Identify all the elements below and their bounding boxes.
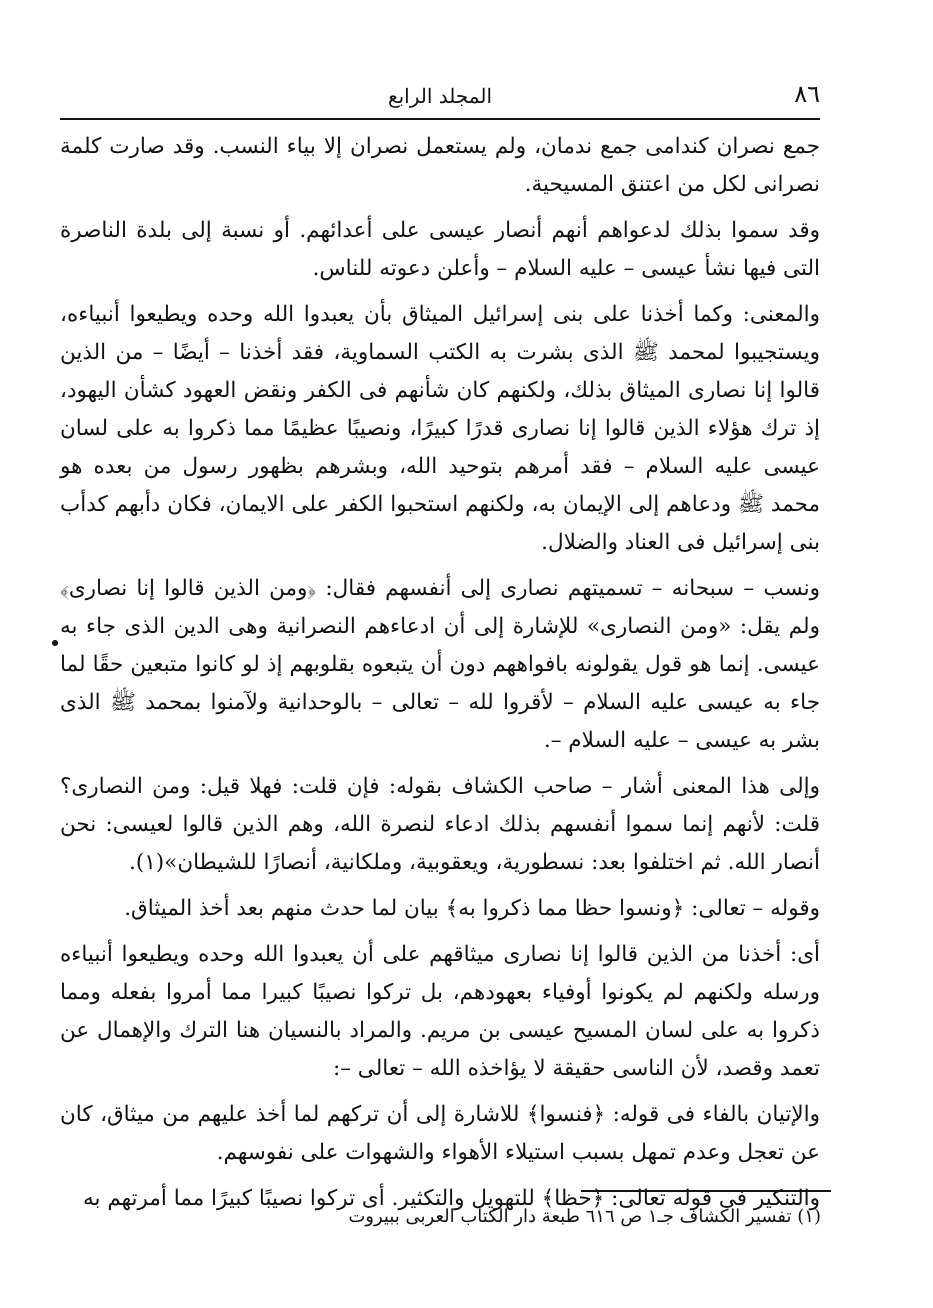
paragraph: والتنكير فى قوله تعالى: ﴿حظا﴾ للتهويل والتكثير. أى تركوا نصيبًا كبيرًا مما أمرتهم به — [82, 1186, 820, 1211]
page-number: ٨٦ — [794, 80, 820, 108]
margin-mark — [52, 640, 58, 646]
body-text — [60, 128, 820, 1226]
paragraph: وقوله – تعالى: ﴿ونسوا حظا مما ذكروا به﴾ بيان لما حدث منهم بعد أخذ الميثاق. — [124, 896, 820, 921]
page-header — [60, 78, 820, 120]
paragraph: وقد سموا بذلك لدعواهم أنهم أنصار عيسى على أعدائهم. أو نسبة إلى بلدة الناصرة التى فيها نشأ عيسى – عليه السلام – وأعلن دعوته للناس. — [60, 218, 820, 281]
running-title: المجلد الرابع — [387, 84, 493, 108]
paragraph: والمعنى: وكما أخذنا على بنى إسرائيل الميثاق بأن يعبدوا الله وحده ويطيعوا أنبياءه، ويستجيبوا لمحمد ﷺ الذى بشرت به الكتب السماوية، فقد أخذنا – أيضًا – من الذين قالوا إنا نصارى الميثاق بذلك، ولكنهم كان شأنهم فى الكفر ونقض العهود كشأن اليهود، إذ ترك هؤلاء الذين قالوا إنا نصارى قدرًا كبيرًا، ونصيبًا عظيمًا مما ذكروا به على لسان عيسى عليه السلام – فقد أمرهم بتوحيد الله، وبشرهم بظهور رسول من بعده هو محمد ﷺ ودعاهم إلى الإيمان به، ولكنهم استحبوا الكفر على الايمان، فكان دأبهم كدأب بنى إسرائيل فى العناد والضلال. — [60, 302, 820, 555]
paragraph: جمع نصران كندامى جمع ندمان، ولم يستعمل نصران إلا بياء النسب. وقد صارت كلمة نصرانى لكل من اعتنق المسيحية. — [60, 134, 820, 197]
paragraph: أى: أخذنا من الذين قالوا إنا نصارى ميثاقهم على أن يعبدوا الله وحده ويطيعوا أنبياءه ورسله ولكنهم لم يكونوا أوفياء بعهودهم، بل تركوا نصيبًا كبيرا مما أمروا بفعله ومما ذكروا به على لسان المسيح عيسى بن مريم. والمراد بالنسيان هنا الترك والإهمال عن تعمد وقصد، لأن الناسى حقيقة لا يؤاخذه الله – تعالى –: — [60, 942, 820, 1081]
footnote-separator — [581, 1190, 831, 1192]
paragraph: والإتيان بالفاء فى قوله: ﴿فنسوا﴾ للاشارة إلى أن تركهم لما أخذ عليهم من ميثاق، كان عن تعجل وعدم تمهل بسبب استيلاء الأهواء والشهوات على نفوسهم. — [60, 1102, 820, 1165]
paragraph: وإلى هذا المعنى أشار – صاحب الكشاف بقوله: فإن قلت: فهلا قيل: ومن النصارى؟ قلت: لأنهم إنما سموا أنفسهم بذلك ادعاء لنصرة الله، وهم الذين قالوا لعيسى: نحن أنصار الله. ثم اختلفوا بعد: نسطورية، ويعقوبية، وملكانية، أنصارًا للشيطان»(١). — [60, 774, 820, 875]
paragraph: ونسب – سبحانه – تسميتهم نصارى إلى أنفسهم فقال: ﴿ومن الذين قالوا إنا نصارى﴾ ولم يقل: «ومن النصارى» للإشارة إلى أن ادعاءهم النصرانية وهى الدين الذى جاء به عيسى. إنما هو قول يقولونه بافواههم دون أن يتبعوه بقلوبهم إذ لو كانوا متبعين حقًا لما جاء به عيسى عليه السلام – لأقروا لله – تعالى – بالوحدانية ولآمنوا بمحمد ﷺ الذى بشر به عيسى – عليه السلام –. — [60, 576, 820, 753]
footnote: (١) تفسير الكشاف جـ١ ص ٦١٦ طبعة دار الكتاب العربى ببيروت — [348, 1206, 821, 1227]
